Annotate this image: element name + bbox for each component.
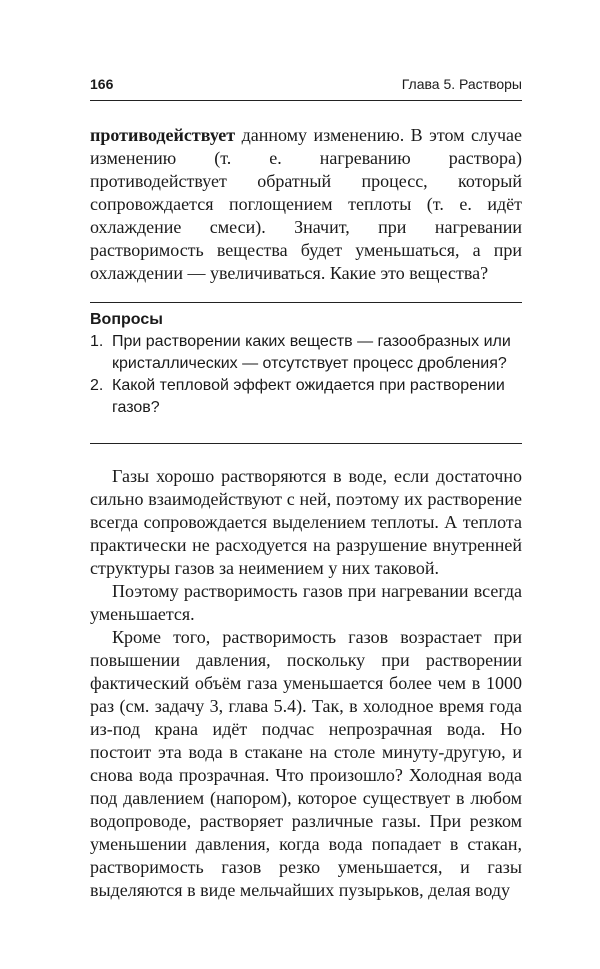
header-divider — [90, 100, 522, 101]
paragraph-gases: Газы хорошо растворяются в воде, если достаточно сильно взаимодействуют с ней, поэтому их растворение всегда сопровождается выделением теплоты. А теплота практически не расходуется на разрушение внутренней структуры газов за неимением у них таковой. — [90, 466, 522, 578]
question-item — [90, 331, 522, 375]
page-number: 166 — [90, 76, 114, 92]
questions-box — [90, 309, 522, 419]
paragraph-intro-text: данному изменению. В этом случае изменению (т. е. нагреванию раствора) противодействует обратный процесс, который сопровождается поглощением теплоты (т. е. идёт охлаждение смеси). Значит, при нагревании растворимость вещества будет уменьшаться, а при охлаждении — увеличиваться. Какие это вещества? — [90, 125, 522, 283]
chapter-title: Глава 5. Растворы — [401, 76, 522, 92]
question-number: 2. — [90, 377, 104, 394]
questions-bottom-divider — [90, 443, 522, 444]
question-number: 1. — [90, 333, 104, 350]
question-text: При растворении каких веществ — газообразных или кристаллических — отсутствует процесс дробления? — [112, 333, 511, 372]
questions-title: Вопросы — [90, 311, 163, 328]
paragraph-heating: Поэтому растворимость газов при нагревании всегда уменьшается. — [90, 581, 522, 624]
paragraph-pressure: Кроме того, растворимость газов возрастает при повышении давления, поскольку при растворении фактический объём газа уменьшается более чем в 1000 раз (см. задачу 3, глава 5.4). Так, в холодное время года из-под крана идёт подчас непрозрачная вода. Но постоит эта вода в стакане на столе минуту-другую, и снова вода прозрачная. Что произошло? Холодная вода под давлением (напором), которое существует в любом водопроводе, растворяет различные газы. При резком уменьшении давления, когда вода попадает в стакан, растворимость газов резко уменьшается, и газы выделяются в виде мельчайших пузырьков, делая воду — [90, 627, 522, 900]
running-header — [90, 76, 522, 98]
question-item — [90, 375, 522, 419]
paragraph-intro — [90, 124, 522, 285]
bold-term: противодействует — [90, 125, 236, 145]
question-text: Какой тепловой эффект ожидается при растворении газов? — [112, 377, 505, 416]
questions-top-divider — [90, 302, 522, 303]
